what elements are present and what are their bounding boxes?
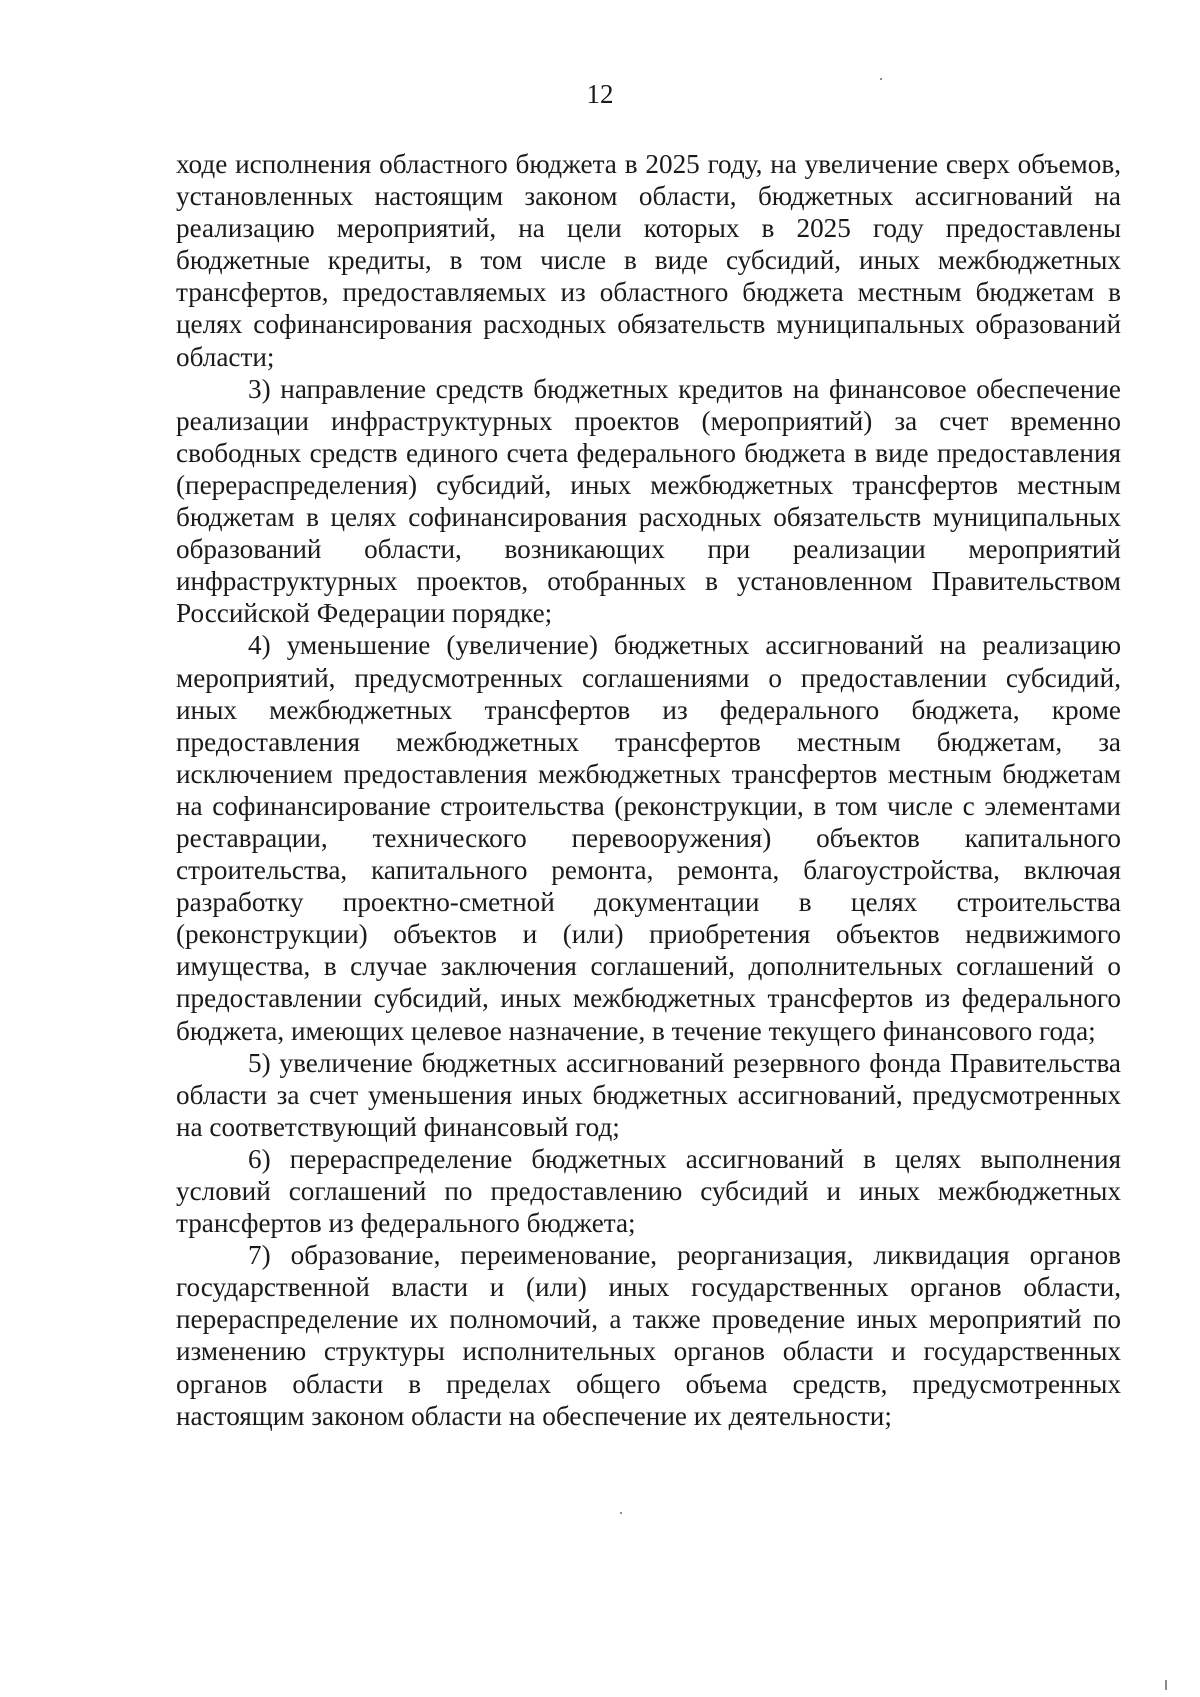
paragraph-item-5: 5) увеличение бюджетных ассигнований резервного фонда Правительства области за счет уменьшения иных бюджетных ассигнований, предусмотренных на соответствующий финансовый год; (176, 1047, 1121, 1142)
paragraph-item-7: 7) образование, переименование, реорганизация, ликвидация органов государственной власти и (или) иных государственных органов области, перераспределение их полномочий, а также проведение иных мероприятий по изменению структуры исполнительных органов области и государственных органов области в пределах общего объема средств, предусмотренных настоящим законом области на обеспечение их деятельности; (176, 1240, 1121, 1431)
paragraph-item-6: 6) перераспределение бюджетных ассигнований в целях выполнения условий соглашений по предоставлению субсидий и иных межбюджетных трансфертов из федерального бюджета; (176, 1143, 1121, 1239)
paragraph-item-3: 3) направление средств бюджетных кредитов на финансовое обеспечение реализации инфраструктурных проектов (мероприятий) за счет временно свободных средств единого счета федерального бюджета в виде предоставления (перераспределения) субсидий, иных межбюджетных трансфертов местным бюджетам в целях софинансирования расходных обязательств муниципальных образований области, возникающих при реализации мероприятий инфраструктурных проектов, отобранных в установленном Правительством Российской Федерации порядке; (176, 373, 1121, 629)
paragraph-item-4: 4) уменьшение (увеличение) бюджетных ассигнований на реализацию мероприятий, предусмотренных соглашениями о предоставлении субсидий, иных межбюджетных трансфертов из федерального бюджета, кроме предоставления межбюджетных трансфертов местным бюджетам, за исключением предоставления межбюджетных трансфертов местным бюджетам на софинансирование строительства (реконструкции, в том числе с элементами реставрации, технического перевооружения) объектов капитального строительства, капитального ремонта, ремонта, благоустройства, включая разработку проектно-сметной документации в целях строительства (реконструкции) объектов и (или) приобретения объектов недвижимого имущества, в случае заключения соглашений, дополнительных соглашений о предоставлении субсидий, иных межбюджетных трансфертов из федерального бюджета, имеющих целевое назначение, в течение текущего финансового года; (176, 630, 1121, 1046)
paragraph-continuation: ходе исполнения областного бюджета в 2025 году, на увеличение сверх объемов, установленных настоящим законом области, бюджетных ассигнований на реализацию мероприятий, на цели которых в 2025 году предоставлены бюджетные кредиты, в том числе в виде субсидий, иных межбюджетных трансфертов, предоставляемых из областного бюджета местным бюджетам в целях софинансирования расходных обязательств муниципальных образований области; (176, 149, 1121, 372)
scan-speck (880, 78, 882, 80)
page-number: 12 (586, 79, 614, 109)
scan-speck (1165, 1680, 1167, 1690)
document-body (176, 148, 1121, 1432)
scan-speck (620, 1512, 622, 1514)
